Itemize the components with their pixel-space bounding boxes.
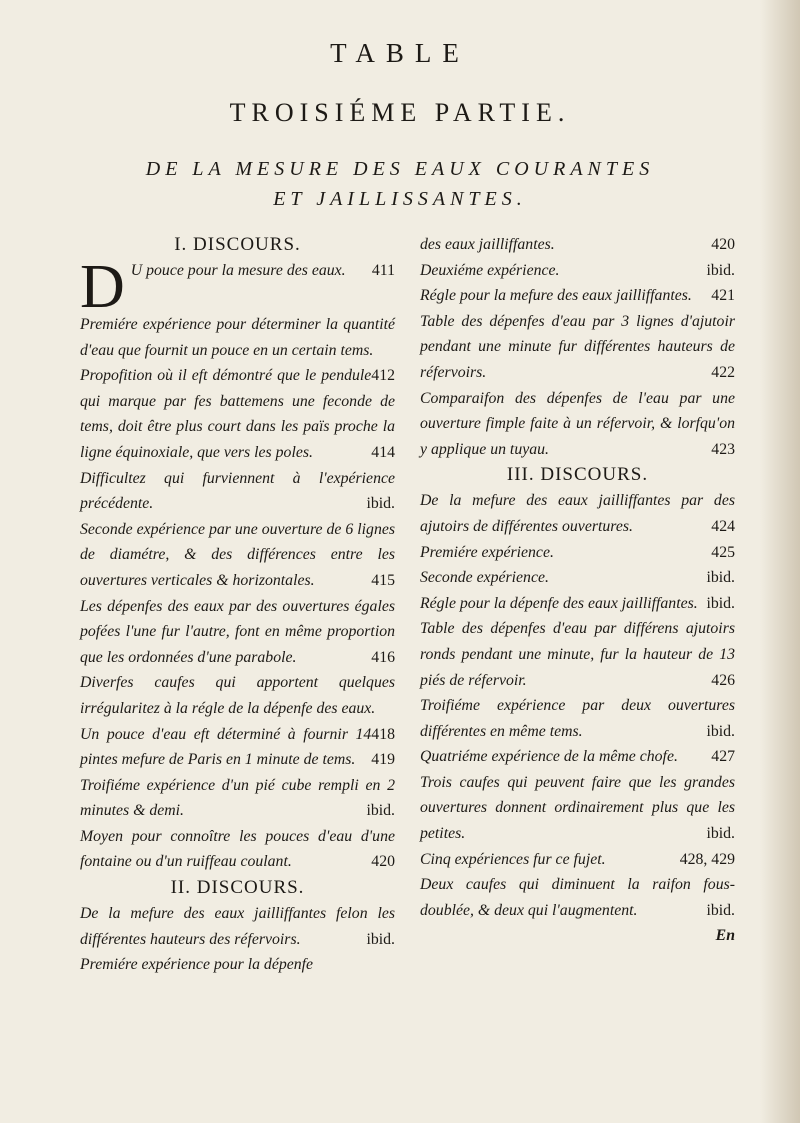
page-number: ibid. — [706, 825, 735, 843]
toc-entry — [420, 540, 735, 566]
entry-text: Troifiéme expérience par deux ouvertures différentes en même tems. — [420, 697, 735, 740]
page-number: 426 — [711, 671, 735, 689]
toc-entry — [420, 309, 735, 386]
page-number: 416 — [371, 648, 395, 666]
entry-text: Deuxiéme expérience. — [420, 261, 560, 279]
toc-entry — [420, 693, 735, 744]
entry-text: Cinq expériences fur ce fujet. — [420, 850, 606, 868]
toc-entry — [80, 594, 395, 671]
toc-entry — [420, 386, 735, 463]
page-number: 420 — [711, 236, 735, 253]
subtitle-line1: DE LA MESURE DES EAUX COURANTES — [145, 158, 655, 180]
toc-entry — [420, 616, 735, 693]
page-number: 419 — [371, 751, 395, 769]
page-number: ibid. — [366, 930, 395, 948]
page-number: 422 — [711, 363, 735, 381]
entry-text: Un pouce d'eau eft déterminé à fournir 14 pintes mefure de Paris en 1 minute de tems. — [80, 725, 372, 769]
entry-text: Quatriéme expérience de la même chofe. — [420, 748, 678, 766]
toc-entry — [420, 258, 735, 284]
toc-entry — [80, 517, 395, 594]
left-column — [80, 232, 395, 978]
page-number: 425 — [711, 543, 735, 561]
toc-entry — [80, 952, 395, 978]
toc-entry — [80, 901, 395, 952]
page-number: 423 — [711, 440, 735, 458]
page-number: 418 — [371, 725, 395, 743]
toc-entry — [420, 847, 735, 873]
page-number: ibid. — [706, 594, 735, 612]
subtitle-line2: ET JAILLISSANTES. — [273, 188, 527, 210]
page-number: 427 — [711, 748, 735, 766]
toc-entry — [420, 232, 735, 258]
drop-cap: D — [80, 253, 125, 321]
entry-text: De la mefure des eaux jailliffantes felon les différentes hauteurs des réfervoirs. — [80, 905, 395, 948]
entry-text: des eaux jailliffantes. — [420, 236, 555, 253]
entry-text: U pouce pour la mesure des eaux. — [130, 262, 346, 279]
toc-entry — [80, 773, 395, 824]
entry-text: Comparaifon des dépenfes de l'eau par une ouverture fimple faite à un réfervoir, & lorfqu'on y applique un tuyau. — [420, 389, 735, 458]
page-number: 415 — [371, 571, 395, 589]
page-number: ibid. — [706, 722, 735, 740]
page-number: 411 — [371, 262, 395, 279]
toc-entry — [420, 591, 735, 617]
entry-text: Régle pour la mefure des eaux jailliffantes. — [420, 287, 692, 305]
toc-entry — [80, 824, 395, 875]
page-number: 428, 429 — [679, 850, 735, 868]
entry-text: Table des dépenfes d'eau par 3 lignes d'ajutoir pendant une minute fur différentes hauteurs de réfervoirs. — [420, 312, 735, 381]
entry-text: Premiére expérience pour la dépenfe — [80, 956, 314, 974]
entry-text: Seconde expérience par une ouverture de 6 lignes de diamétre, & des différences entre les ouvertures verticales & horizontales. — [80, 520, 395, 589]
entry-text: Propofition où il eft démontré que le pendule qui marque par fes battemens une feconde de tems, doit être plus court dans les païs proche la ligne équinoxiale, que vers les poles. — [80, 367, 395, 461]
toc-entry — [420, 283, 735, 309]
entry-text: Premiére expérience. — [420, 543, 554, 561]
page-number: ibid. — [706, 569, 735, 587]
toc-entry — [420, 565, 735, 591]
entry-text: Diverfes caufes qui apportent quelques irrégularitez à la régle de la dépenfe des eaux. — [80, 674, 395, 717]
toc-entry — [80, 312, 395, 385]
page-number: ibid. — [706, 901, 735, 919]
entry-text: Moyen pour connoître les pouces d'eau d'une fontaine ou d'un ruiffeau coulant. — [80, 827, 395, 871]
entry-text: Trois caufes qui peuvent faire que les grandes ouvertures donnent ordinairement plus que les petites. — [420, 773, 735, 843]
right-column — [420, 232, 735, 949]
toc-entry — [80, 363, 395, 465]
page-number: 412 — [371, 367, 395, 385]
entry-text: Table des dépenfes d'eau par différens ajutoirs ronds pendant une minute, fur la hauteur de 13 piés de réfervoir. — [420, 620, 735, 689]
page-number: 421 — [711, 287, 735, 305]
toc-entry — [80, 253, 395, 321]
page-number: ibid. — [366, 802, 395, 820]
page-number: 414 — [371, 443, 395, 461]
entry-text: De la mefure des eaux jailliffantes par des ajutoirs de différentes ouvertures. — [420, 492, 735, 535]
page-number: ibid. — [366, 495, 395, 513]
page-number: 420 — [371, 853, 395, 871]
entry-text: Régle pour la dépenfe des eaux jailliffantes. — [420, 594, 698, 612]
part-title: TROISIÉME PARTIE. — [229, 98, 571, 127]
toc-entry — [420, 770, 735, 847]
entry-text: Seconde expérience. — [420, 569, 549, 587]
entry-text: Premiére expérience pour déterminer la quantité d'eau que fournit un pouce en un certain tems. — [80, 316, 395, 359]
toc-entry — [420, 872, 735, 923]
running-head: TABLE — [330, 38, 470, 68]
toc-entry — [420, 488, 735, 539]
toc-entry — [80, 670, 395, 743]
discours-heading-3: III. DISCOURS. — [506, 464, 649, 486]
toc-entry — [80, 466, 395, 517]
page-number: 424 — [711, 517, 735, 535]
entry-text: Troifiéme expérience d'un pié cube rempli en 2 minutes & demi. — [80, 776, 395, 820]
entry-text: Difficultez qui furviennent à l'expérience précédente. — [80, 469, 395, 513]
discours-heading-2: II. DISCOURS. — [170, 877, 305, 899]
toc-entry — [420, 744, 735, 770]
entry-text: Les dépenfes des eaux par des ouvertures égales pofées l'une fur l'autre, font en même proportion que les ordonnées d'une parabole. — [80, 597, 395, 666]
entry-text: Deux caufes qui diminuent la raifon fous-doublée, & deux qui l'augmentent. — [420, 876, 735, 919]
toc-entry — [80, 722, 395, 773]
catchword: En — [715, 927, 735, 945]
discours-heading-1: I. DISCOURS. — [174, 234, 301, 255]
page-number: ibid. — [706, 261, 735, 279]
